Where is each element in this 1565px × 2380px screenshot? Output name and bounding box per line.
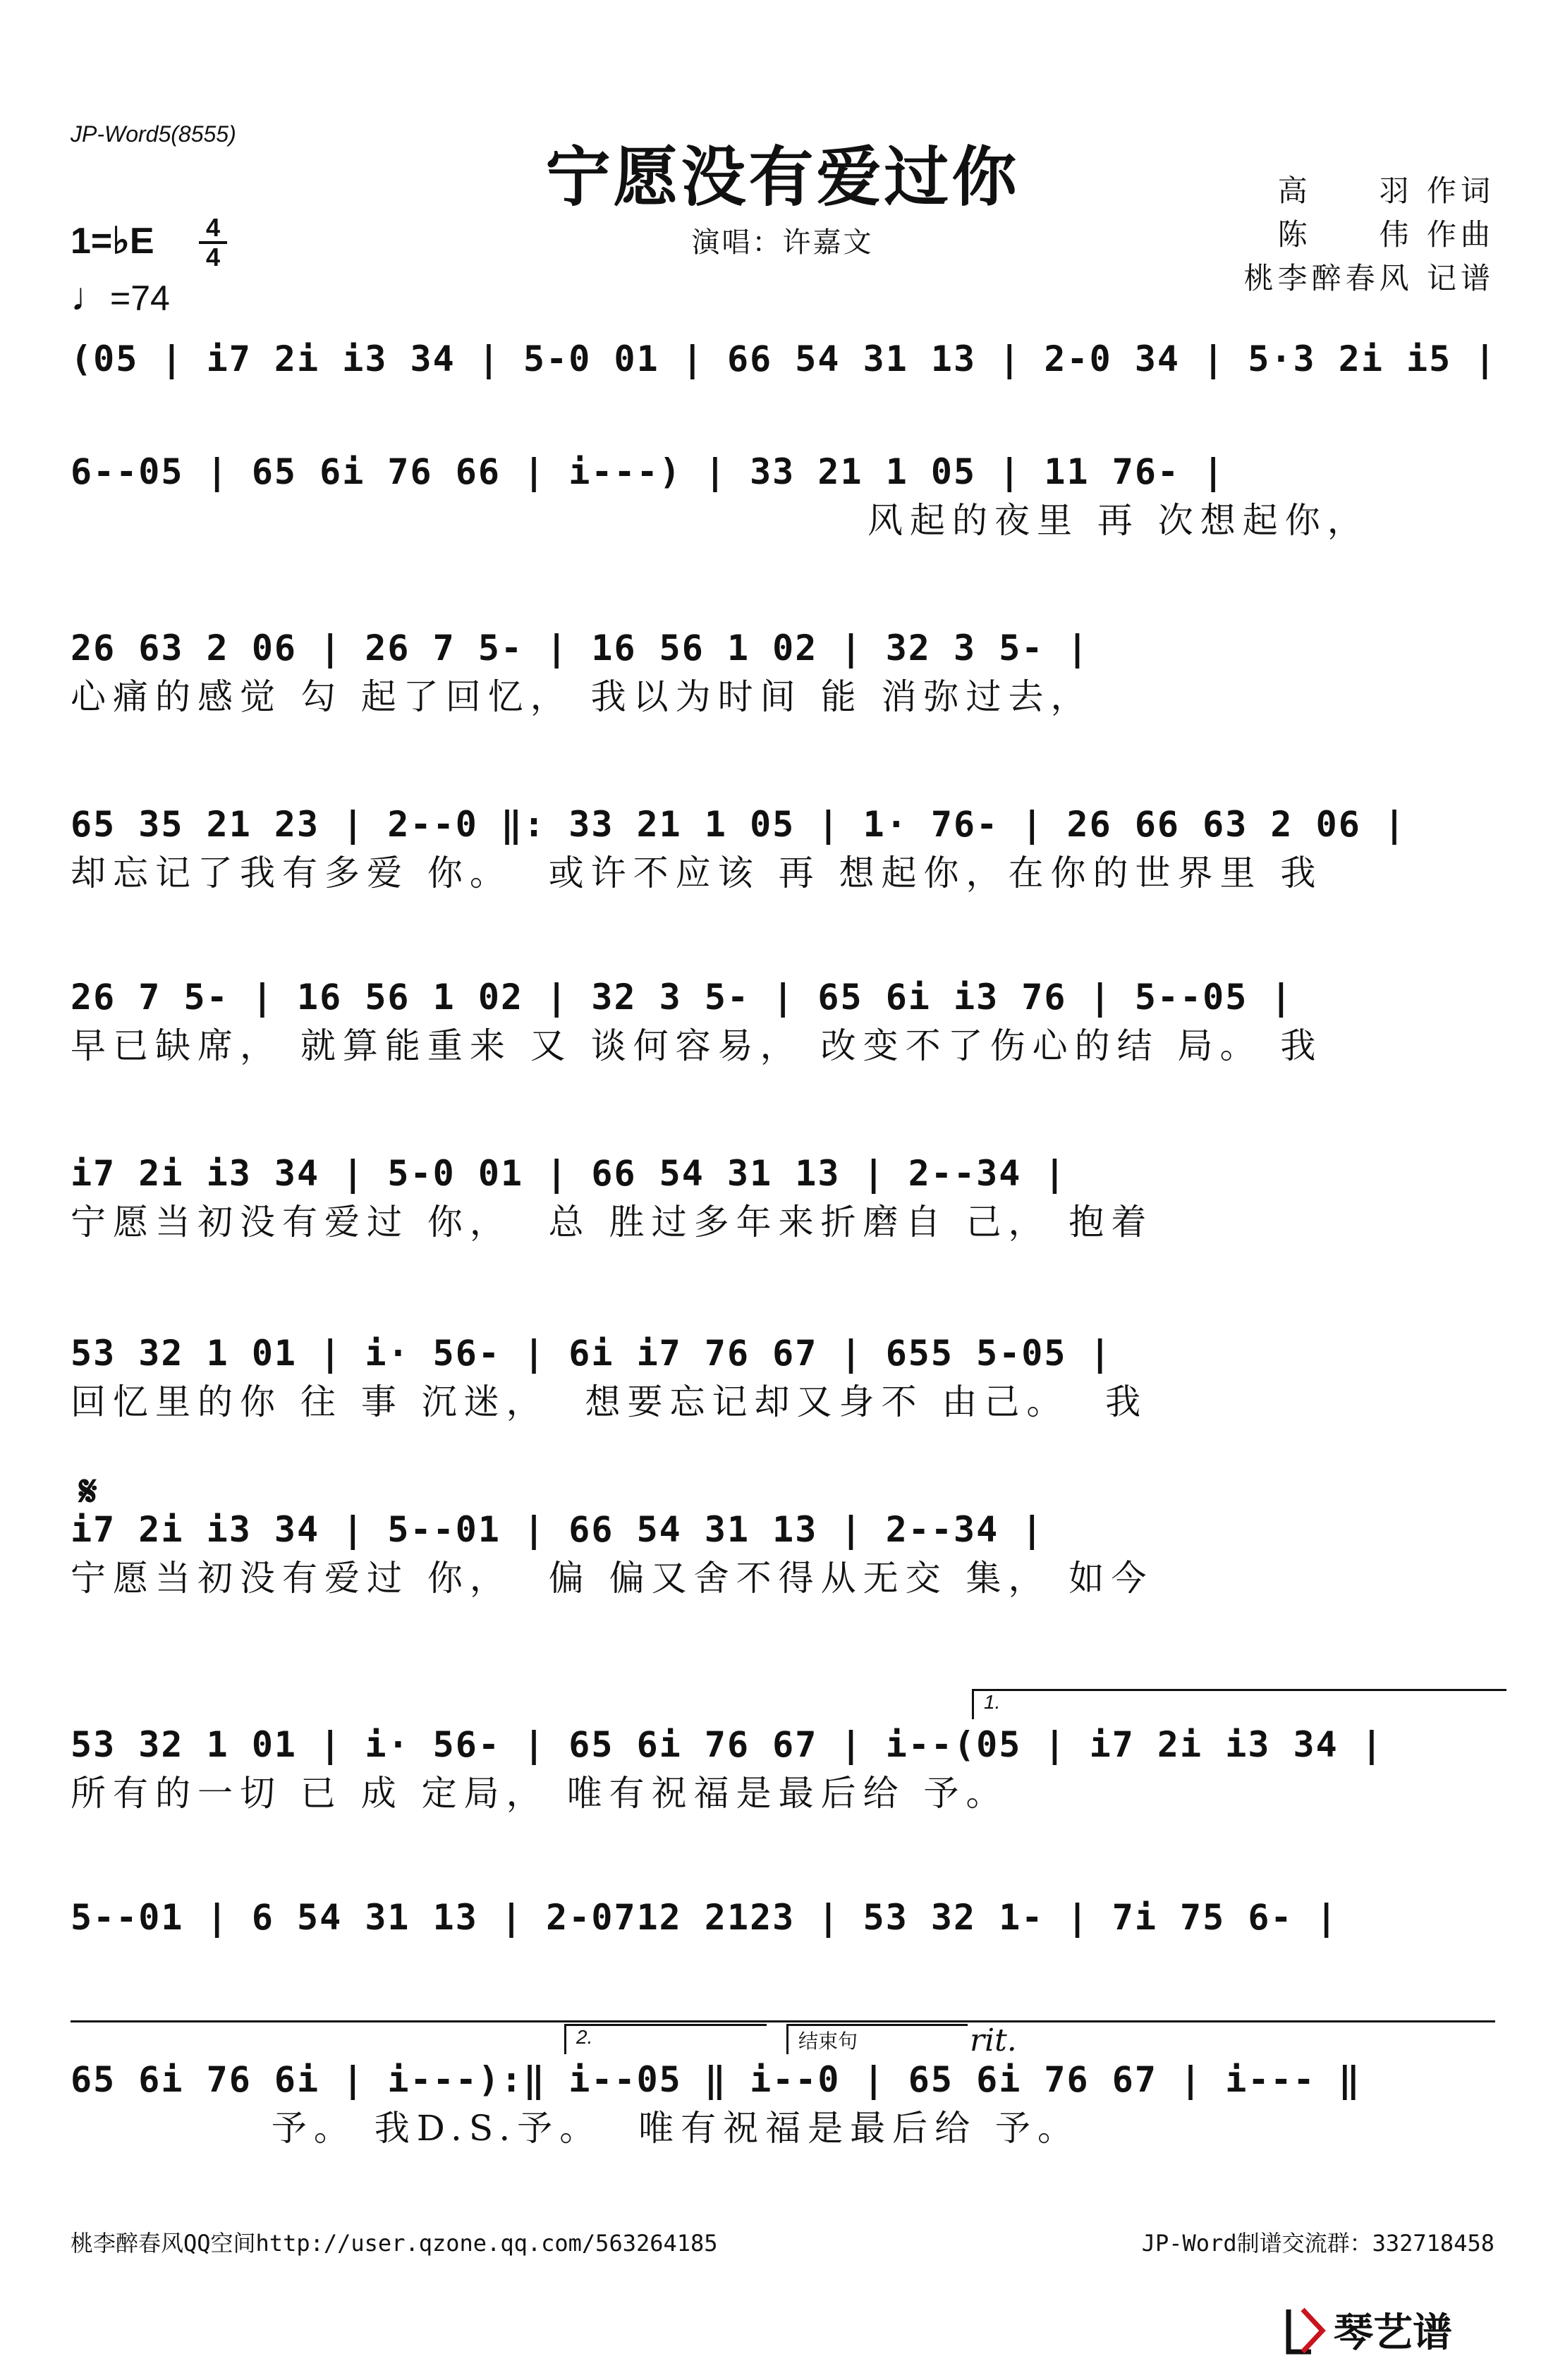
transcriber-credit: 桃李醉春风 记谱 bbox=[1243, 261, 1494, 295]
lyrics-line: 所有的一切 已 成 定局， 唯有祝福是最后给 予。 bbox=[71, 1773, 1009, 1814]
author-credits bbox=[1244, 169, 1494, 300]
score-system-6 bbox=[71, 1153, 1495, 1245]
time-signature bbox=[199, 213, 227, 271]
system-top-rule bbox=[71, 2020, 1495, 2022]
score-system-1 bbox=[71, 338, 1495, 379]
lyrics-line: 早已缺席， 就算能重来 又 谈何容易， 改变不了伤心的结 局。 我 bbox=[71, 1025, 1323, 1066]
score-system-4 bbox=[71, 804, 1495, 896]
composer-credit: 陈 伟 作曲 bbox=[1277, 217, 1494, 252]
qinyipu-logo-icon bbox=[1283, 2302, 1494, 2359]
meter-bottom: 4 bbox=[205, 243, 221, 271]
score-system-5 bbox=[71, 977, 1495, 1068]
notation-line: 26 7 5- | 16 56 1 02 | 32 3 5- | 65 6i i3 76 | 5--05 | bbox=[71, 977, 1293, 1018]
segno-icon: 𝄋 bbox=[79, 1467, 97, 1516]
notation-line: i7 2i i3 34 | 5--01 | 66 54 31 13 | 2--34 | bbox=[71, 1509, 1045, 1550]
software-version: JP-Word5(8555) bbox=[71, 121, 236, 147]
lyrics-line: 心痛的感觉 勾 起了回忆， 我以为时间 能 消弥过去， bbox=[71, 676, 1093, 717]
lyricist-credit: 高 羽 作词 bbox=[1277, 173, 1494, 208]
lyrics-line: 风起的夜里 再 次想起你， bbox=[867, 500, 1370, 541]
score-system-2 bbox=[71, 451, 1495, 543]
score-system-11 bbox=[71, 2059, 1495, 2151]
score-system-9 bbox=[71, 1724, 1495, 1816]
score-system-10 bbox=[71, 1897, 1495, 1938]
logo-text: 琴艺谱 bbox=[1334, 2310, 1452, 2356]
notation-line: 65 35 21 23 | 2--0 ‖: 33 21 1 05 | 1· 76- | 26 66 63 2 06 | bbox=[71, 804, 1407, 845]
meter-top: 4 bbox=[205, 213, 221, 242]
tempo-marking bbox=[71, 274, 170, 319]
score-system-8 bbox=[71, 1509, 1495, 1601]
footer-right-group: JP-Word制谱交流群：332718458 bbox=[1141, 2230, 1494, 2257]
footer-left-link: 桃李醉春风QQ空间http://user.qzone.qq.com/563264185 bbox=[71, 2230, 718, 2257]
lyrics-line: 宁愿当初没有爱过 你， 偏 偏又舍不得从无交 集， 如今 bbox=[71, 1558, 1154, 1599]
coda-bracket: 结束句 bbox=[786, 2024, 968, 2054]
notation-line: (05 | i7 2i i3 34 | 5-0 01 | 66 54 31 13 | 2-0 34 | 5·3 2i i5 | bbox=[71, 338, 1497, 379]
lyrics-line: 回忆里的你 往 事 沉迷， 想要忘记却又身不 由己。 我 bbox=[71, 1381, 1148, 1422]
logo-mark-icon bbox=[1283, 2302, 1494, 2359]
song-title: 宁愿没有爱过你 bbox=[545, 139, 1020, 215]
singer-credit: 演唱：许嘉文 bbox=[691, 226, 874, 259]
quarter-note-icon: ♩ bbox=[71, 274, 110, 319]
notation-line: 53 32 1 01 | i· 56- | 65 6i 76 67 | i--(05 | i7 2i i3 34 | bbox=[71, 1724, 1384, 1765]
notation-line: 53 32 1 01 | i· 56- | 6i i7 76 67 | 655 5-05 | bbox=[71, 1333, 1112, 1374]
score-system-3 bbox=[71, 628, 1495, 719]
ritardando-marking: rit. bbox=[970, 2022, 1017, 2058]
notation-line: i7 2i i3 34 | 5-0 01 | 66 54 31 13 | 2--34 | bbox=[71, 1153, 1067, 1194]
lyrics-line: 宁愿当初没有爱过 你， 总 胜过多年来折磨自 己， 抱着 bbox=[71, 1202, 1154, 1243]
lyrics-line: 却忘记了我有多爱 你。 或许不应该 再 想起你，在你的世界里 我 bbox=[71, 853, 1323, 893]
volta-2-bracket: 2. bbox=[564, 2024, 767, 2054]
notation-line: 6--05 | 65 6i 76 66 | i---) | 33 21 1 05 | 11 76- | bbox=[71, 451, 1226, 492]
notation-line: 5--01 | 6 54 31 13 | 2-0712 2123 | 53 32 1- | 7i 75 6- | bbox=[71, 1897, 1339, 1938]
lyrics-line: 予。 我D.S.予。 唯有祝福是最后给 予。 bbox=[71, 2108, 1080, 2149]
key-signature: 1=♭E bbox=[71, 221, 154, 262]
notation-line: 26 63 2 06 | 26 7 5- | 16 56 1 02 | 32 3 5- | bbox=[71, 628, 1090, 669]
volta-1-bracket: 1. bbox=[972, 1689, 1506, 1719]
score-system-7 bbox=[71, 1333, 1495, 1424]
notation-line: 65 6i 76 6i | i---):‖ i--05 ‖ i--0 | 65 6i 76 67 | i--- ‖ bbox=[71, 2059, 1361, 2100]
tempo-value: =74 bbox=[110, 279, 170, 318]
